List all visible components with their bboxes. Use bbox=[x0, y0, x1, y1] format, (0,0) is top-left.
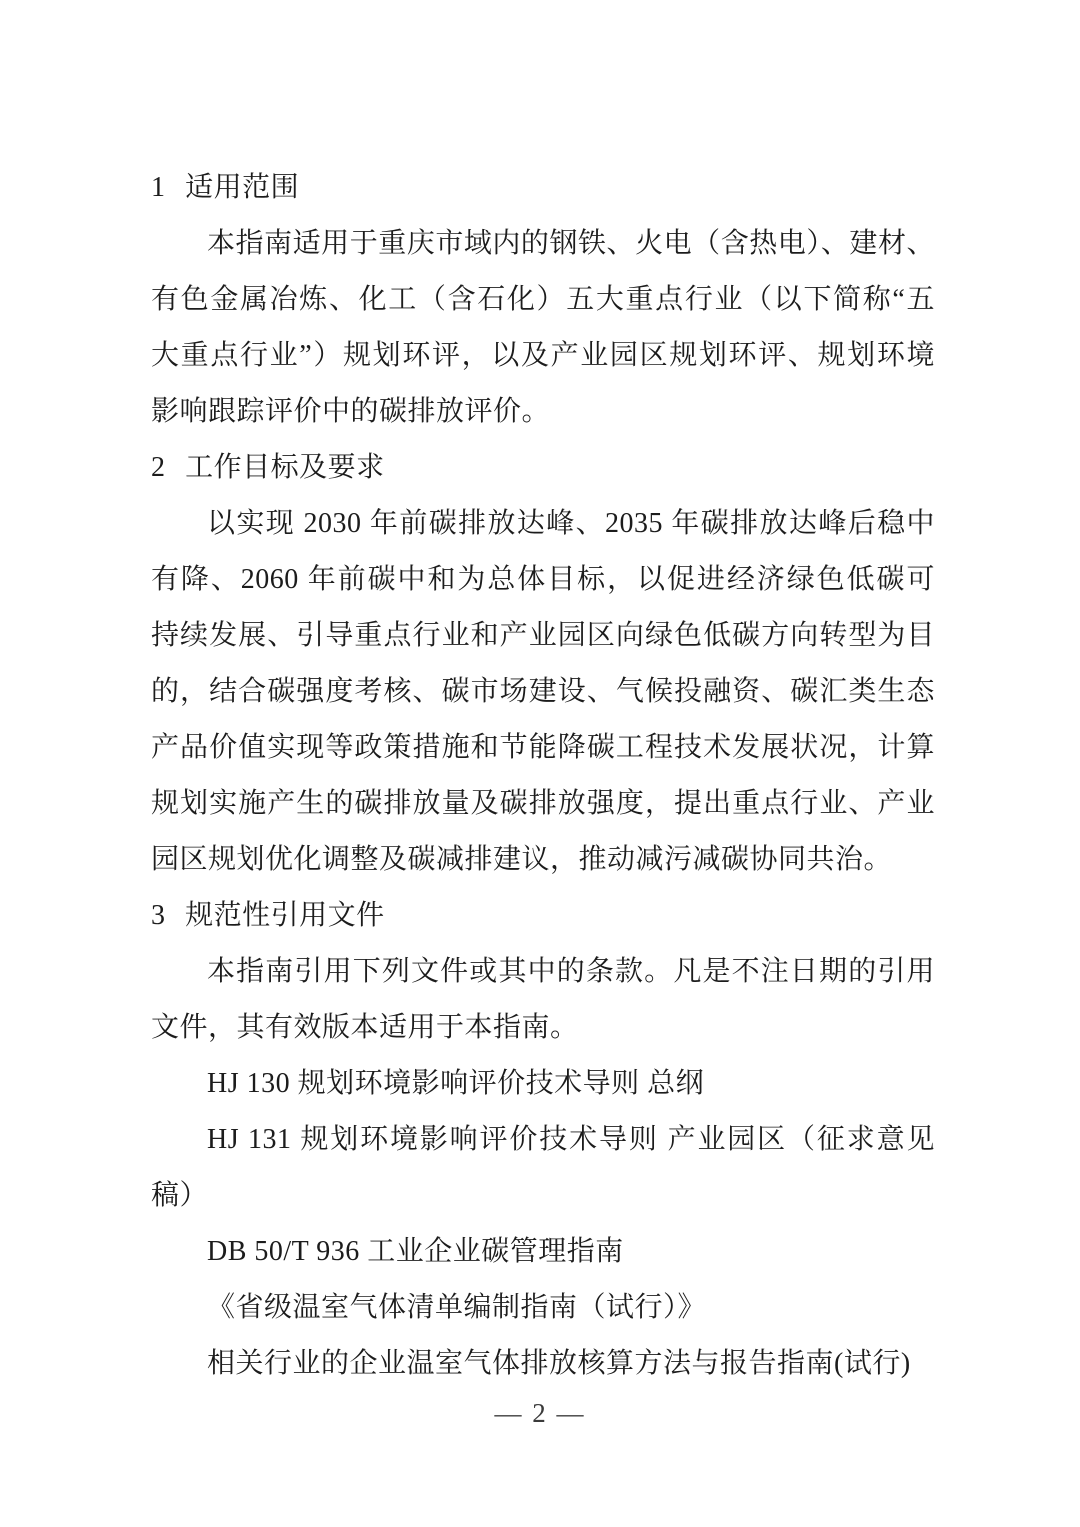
text-line: 有降、2060 年前碳中和为总体目标，以促进经济绿色低碳可 bbox=[151, 564, 935, 595]
text-line: HJ 130 规划环境影响评价技术导则 总纲 bbox=[207, 1068, 705, 1099]
text-line: 相关行业的企业温室气体排放核算方法与报告指南(试行) bbox=[207, 1348, 911, 1379]
section-heading bbox=[151, 160, 935, 216]
text-line: 产品价值实现等政策措施和节能降碳工程技术发展状况，计算 bbox=[151, 732, 935, 763]
section-title: 适用范围 bbox=[185, 172, 300, 203]
section-title: 工作目标及要求 bbox=[185, 452, 385, 483]
text-line: 本指南适用于重庆市域内的钢铁、火电（含热电）、建材、 bbox=[207, 228, 935, 259]
text-line: DB 50/T 936 工业企业碳管理指南 bbox=[207, 1236, 624, 1267]
text-line: 规划实施产生的碳排放量及碳排放强度，提出重点行业、产业 bbox=[151, 788, 935, 819]
section-number: 3 bbox=[151, 900, 166, 931]
text-line: 大重点行业”）规划环评，以及产业园区规划环评、规划环境 bbox=[151, 340, 935, 371]
section-number: 1 bbox=[151, 172, 166, 203]
text-line: 持续发展、引导重点行业和产业园区向绿色低碳方向转型为目 bbox=[151, 620, 935, 651]
text-line: 的，结合碳强度考核、碳市场建设、气候投融资、碳汇类生态 bbox=[151, 676, 935, 707]
page-number: — 2 — bbox=[494, 1398, 586, 1428]
text-line: 本指南引用下列文件或其中的条款。凡是不注日期的引用 bbox=[207, 956, 935, 987]
text-line: 有色金属冶炼、化工（含石化）五大重点行业（以下简称“五 bbox=[151, 284, 935, 315]
section-heading bbox=[151, 888, 935, 944]
text-line: 园区规划优化调整及碳减排建议，推动减污减碳协同共治。 bbox=[151, 844, 893, 875]
text-line: 《省级温室气体清单编制指南（试行）》 bbox=[207, 1292, 707, 1323]
text-line: 影响跟踪评价中的碳排放评价。 bbox=[151, 396, 551, 427]
text-line: 文件，其有效版本适用于本指南。 bbox=[151, 1012, 579, 1043]
text-line: 稿） bbox=[151, 1180, 209, 1211]
section-title: 规范性引用文件 bbox=[185, 900, 385, 931]
text-line: HJ 131 规划环境影响评价技术导则 产业园区（征求意见 bbox=[207, 1124, 935, 1155]
section-heading bbox=[151, 440, 935, 496]
document-body bbox=[151, 160, 935, 1392]
section-number: 2 bbox=[151, 452, 166, 483]
text-line: 以实现 2030 年前碳排放达峰、2035 年碳排放达峰后稳中 bbox=[207, 508, 935, 539]
